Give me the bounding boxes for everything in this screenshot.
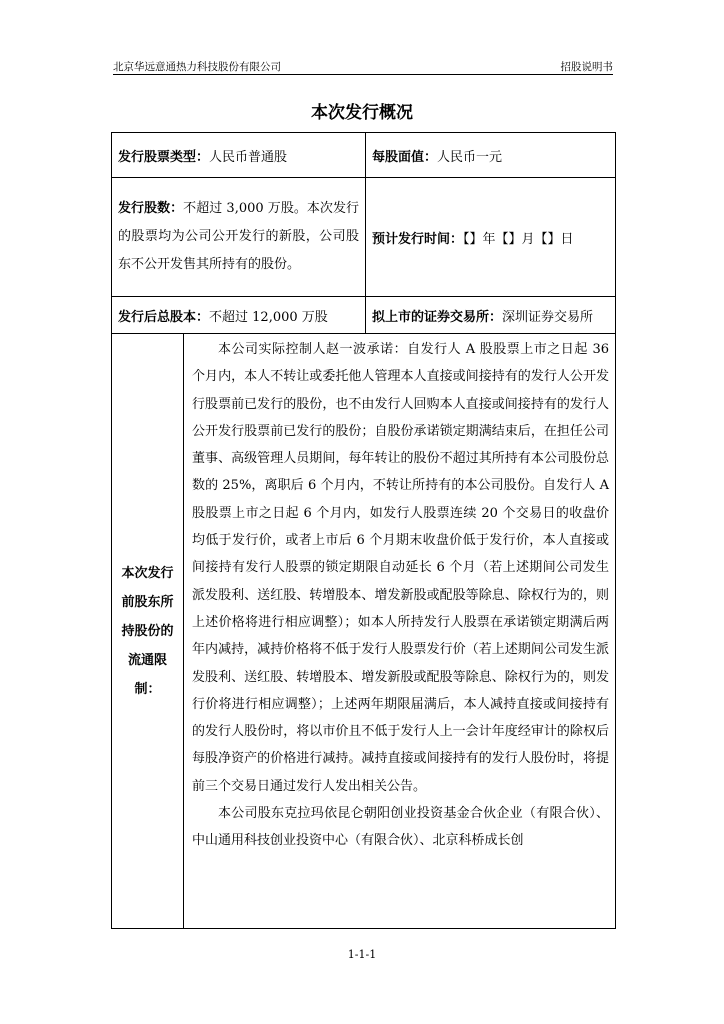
table-row — [112, 297, 616, 334]
header-doc-type: 招股说明书 — [560, 61, 613, 73]
issue-date-value: 【】年【】月【】日 — [463, 231, 574, 247]
shares-issued-cell — [112, 178, 366, 297]
page-header — [113, 60, 613, 75]
exchange-cell — [366, 297, 616, 334]
restriction-para-1: 本公司实际控制人赵一波承诺：自发行人 A 股股票上市之日起 36 个月内，本人不转让或委托他人管理本人直接或间接持有的发行人公开发行股票前已发行的股份，也不由发行人回购本人直接或间接持有的发行人公开发行股票前已发行的股份；自股份承诺锁定期满结束后，在担任公司董事、高级管理人员期间，每年转让的股份不超过其所持有本公司股份总数的 25%，离职后 6 个月内，不转让所持有的本公司股份。自发行人 A 股股票上市之日起 6 个月内，如发行人股票连续 20 个交易日的收盘价均低于发行价，或者上市后 6 个月期末收盘价低于发行价，本人直接或间接持有发行人股票的锁定期限自动延长 6 个月（若上述期间公司发生派发股利、送红股、转增股本、增发新股或配股等除息、除权行为的，则上述价格将进行相应调整）；如本人所持发行人股票在承诺锁定期满后两年内减持，减持价格将不低于发行人股票发行价（若上述期间公司发生派发股利、送红股、转增股本、增发新股或配股等除息、除权行为的，则发行价将进行相应调整）；上述两年期限届满后，本人减持直接或间接持有的发行人股份时，将以市价且不低于发行人上一会计年度经审计的除权后每股净资产的价格进行减持。减持直接或间接持有的发行人股份时，将提前三个交易日通过发行人发出相关公告。 — [192, 342, 609, 794]
par-value-label: 每股面值： — [372, 149, 438, 165]
total-capital-value: 不超过 12,000 万股 — [209, 309, 328, 325]
issue-date-label: 预计发行时间： — [372, 231, 464, 247]
page-title: 本次发行概况 — [311, 103, 413, 123]
total-capital-cell — [112, 297, 366, 334]
shares-issued-value: 不超过 3,000 万股。本次发行的股票均为公司公开发行的新股，公司股东不公开发售其所持有的股份。 — [118, 201, 359, 272]
table-row — [112, 334, 616, 929]
table-row — [112, 133, 616, 178]
offering-overview-table — [111, 132, 616, 929]
page-number: 1-1-1 — [347, 948, 377, 961]
restriction-para-2: 本公司股东克拉玛依昆仑朝阳创业投资基金合伙企业（有限合伙）、中山通用科技创业投资中心（有限合伙）、北京科桥成长创 — [192, 806, 609, 849]
stock-type-cell — [112, 133, 366, 178]
par-value-value: 人民币一元 — [437, 149, 503, 165]
restriction-body — [184, 334, 616, 929]
stock-type-label: 发行股票类型： — [118, 149, 210, 165]
restriction-label: 本次发行前股东所持股份的流通限制： — [112, 334, 184, 929]
exchange-label: 拟上市的证券交易所： — [372, 309, 503, 325]
stock-type-value: 人民币普通股 — [209, 149, 288, 165]
issue-date-cell — [366, 178, 616, 297]
par-value-cell — [366, 133, 616, 178]
shares-issued-label: 发行股数： — [118, 201, 184, 216]
exchange-value: 深圳证券交易所 — [502, 309, 594, 325]
total-capital-label: 发行后总股本： — [118, 309, 210, 325]
header-company: 北京华远意通热力科技股份有限公司 — [113, 61, 281, 73]
table-row — [112, 178, 616, 297]
